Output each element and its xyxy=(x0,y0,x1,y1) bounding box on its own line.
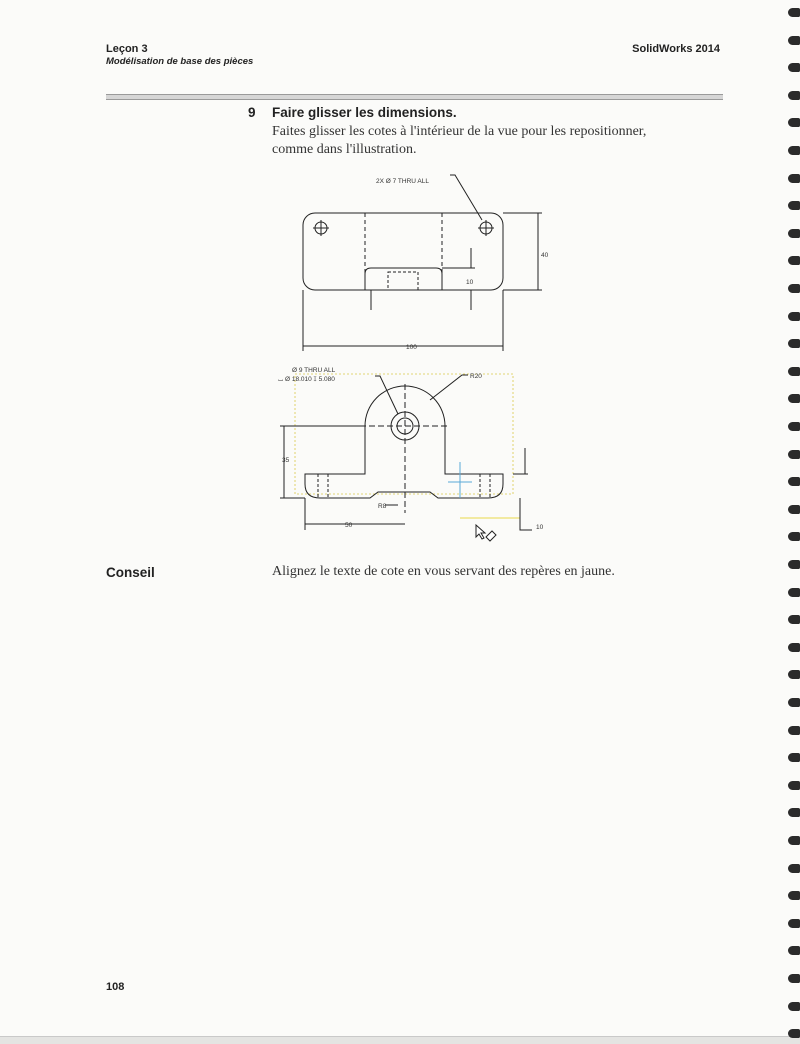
binding-ring xyxy=(788,91,800,100)
front-hole-note-2: ⌴ Ø 18.010 ↧ 5.080 xyxy=(278,376,335,383)
top-dim-100: 100 xyxy=(406,344,417,351)
binding-ring xyxy=(788,919,800,928)
binding-ring xyxy=(788,422,800,431)
front-dim-r20: R20 xyxy=(470,373,482,380)
binding-ring xyxy=(788,229,800,238)
front-dim-10: 10 xyxy=(536,524,544,531)
step-body xyxy=(272,123,722,159)
running-header-left xyxy=(106,43,253,67)
binding-ring xyxy=(788,118,800,127)
binding-ring xyxy=(788,560,800,569)
binding-ring xyxy=(788,63,800,72)
binding-ring xyxy=(788,532,800,541)
front-dim-35: 35 xyxy=(282,457,290,464)
top-view xyxy=(303,175,542,351)
tip-label: Conseil xyxy=(106,565,155,580)
binding-ring xyxy=(788,36,800,45)
binding-ring xyxy=(788,256,800,265)
front-view-outline xyxy=(305,386,503,498)
binding-ring xyxy=(788,201,800,210)
binding-ring xyxy=(788,836,800,845)
binding-ring xyxy=(788,974,800,983)
front-dim-r8: R8 xyxy=(378,503,387,510)
binding-ring xyxy=(788,1002,800,1011)
front-dim-50: 50 xyxy=(345,522,353,529)
binding-ring xyxy=(788,339,800,348)
top-dim-40: 40 xyxy=(541,252,549,259)
binding-ring xyxy=(788,312,800,321)
top-hole-note: 2X Ø 7 THRU ALL xyxy=(376,178,429,185)
radius-leader xyxy=(430,375,468,400)
front-hole-note-1: Ø 9 THRU ALL xyxy=(292,367,336,374)
binding-ring xyxy=(788,808,800,817)
binding-ring xyxy=(788,891,800,900)
binding-ring xyxy=(788,8,800,17)
product-label: SolidWorks 2014 xyxy=(632,43,720,55)
binding-ring xyxy=(788,367,800,376)
binding-ring xyxy=(788,946,800,955)
binding-ring xyxy=(788,726,800,735)
slot-hidden xyxy=(388,272,418,290)
header-rule xyxy=(106,94,723,100)
binding-ring xyxy=(788,670,800,679)
binding-ring xyxy=(788,505,800,514)
binding-ring xyxy=(788,864,800,873)
binding-ring xyxy=(788,781,800,790)
step-body-line-2: comme dans l'illustration. xyxy=(272,142,417,157)
binding-ring xyxy=(788,284,800,293)
binding-ring xyxy=(788,174,800,183)
lesson-label: Leçon 3 xyxy=(106,43,148,55)
binding-ring xyxy=(788,1029,800,1038)
binding-ring xyxy=(788,477,800,486)
step-body-line-1: Faites glisser les cotes à l'intérieur de la vue pour les repositionner, xyxy=(272,124,647,139)
spiral-binding xyxy=(784,0,800,1043)
move-cursor-icon xyxy=(476,525,496,541)
lesson-subtitle: Modélisation de base des pièces xyxy=(106,56,254,67)
binding-ring xyxy=(788,698,800,707)
binding-ring xyxy=(788,394,800,403)
binding-ring xyxy=(788,753,800,762)
step-title: Faire glisser les dimensions. xyxy=(272,105,457,120)
front-view xyxy=(280,374,532,530)
binding-ring xyxy=(788,588,800,597)
tip-text: Alignez le texte de cote en vous servant des repères en jaune. xyxy=(272,564,615,579)
binding-ring xyxy=(788,450,800,459)
hole-note-leader xyxy=(375,376,398,414)
slot-outline xyxy=(365,268,442,290)
technical-drawing xyxy=(270,168,570,553)
binding-ring xyxy=(788,615,800,624)
binding-ring xyxy=(788,643,800,652)
page-number: 108 xyxy=(106,981,125,993)
top-dim-10: 10 xyxy=(466,279,474,286)
binding-ring xyxy=(788,146,800,155)
step-number: 9 xyxy=(248,105,256,120)
